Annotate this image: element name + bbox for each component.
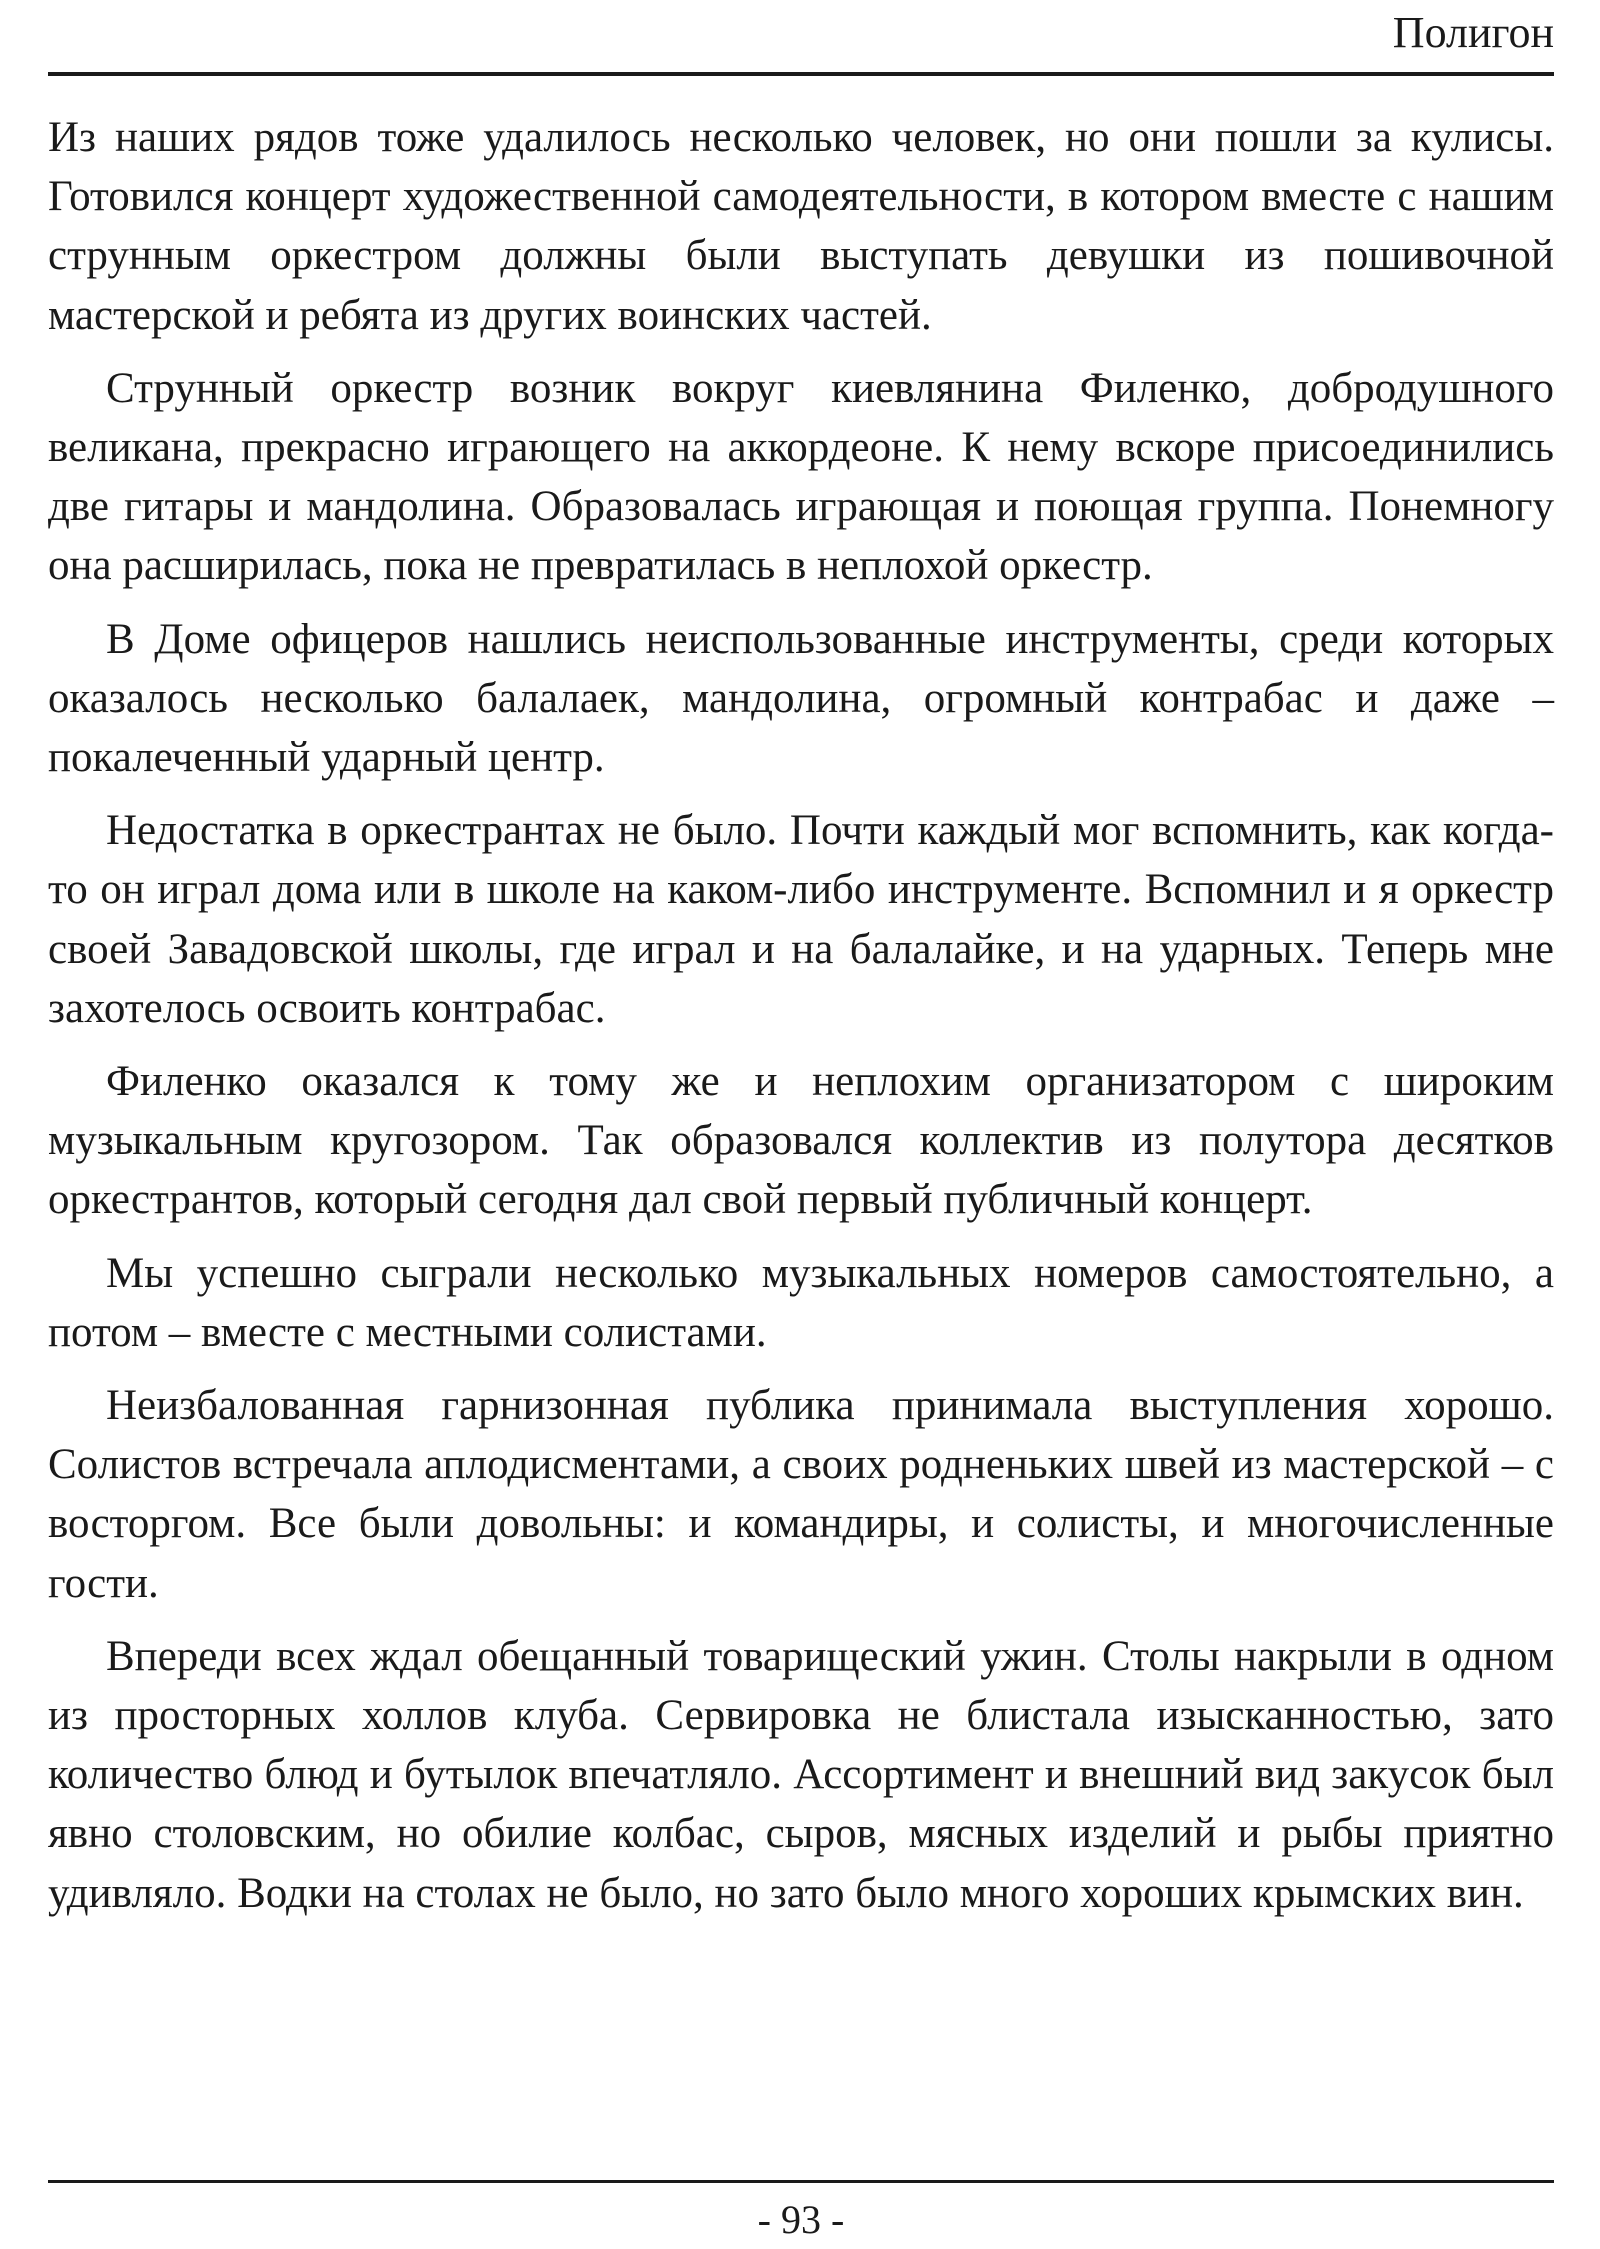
footer-rule xyxy=(48,2180,1554,2183)
paragraph: Впереди всех ждал обещанный товарищеский ужин. Столы накрыли в одном из просторных холлов клуба. Сервировка не блистала изысканностью, зато количество блюд и бутылок впечатляло. Ассортимент и внешний вид закусок был явно столовским, но обилие колбас, сыров, мясных изделий и рыбы приятно удивляло. Водки на столах не было, но зато было много хороших крымских вин. xyxy=(48,1632,1554,1917)
paragraph: В Доме офицеров нашлись неиспользованные инструменты, среди которых оказалось несколько балалаек, мандолина, огромный контрабас и даже – покалеченный ударный центр. xyxy=(48,615,1554,782)
page-number: - 93 - xyxy=(757,2197,845,2242)
paragraph: Неизбалованная гарнизонная публика принимала выступления хорошо. Солистов встречала аплодисментами, а своих родненьких швей из мастерской – с восторгом. Все были довольны: и командиры, и солисты, и многочисленные гости. xyxy=(48,1382,1554,1607)
paragraph: Мы успешно сыграли несколько музыкальных номеров самостоятельно, а потом – вместе с местными солистами. xyxy=(48,1249,1554,1356)
running-head-title: Полигон xyxy=(1392,8,1554,57)
paragraph: Недостатка в оркестрантах не было. Почти каждый мог вспомнить, как когда-то он играл дома или в школе на каком-либо инструменте. Вспомнил и я оркестр своей Завадовской школы, где играл и на балалайке, и на ударных. Теперь мне захотелось освоить контрабас. xyxy=(48,807,1554,1032)
body-text xyxy=(48,108,1554,1937)
paragraph: Из наших рядов тоже удалилось несколько человек, но они пошли за кулисы. Готовился концерт художественной самодеятельности, в котором вместе с нашим струнным оркестром должны были выступать девушки из пошивочной мастерской и ребята из других воинских частей. xyxy=(48,114,1554,339)
header-rule xyxy=(48,72,1554,76)
paragraph: Струнный оркестр возник вокруг киевлянина Филенко, добродушного великана, прекрасно играющего на аккордеоне. К нему вскоре присоединились две гитары и мандолина. Образовалась играющая и поющая группа. Понемногу она расширилась, пока не превратилась в неплохой оркестр. xyxy=(48,364,1554,590)
book-page xyxy=(48,0,1554,2249)
paragraph: Филенко оказался к тому же и неплохим организатором с широким музыкальным кругозором. Так образовался коллектив из полутора десятков оркестрантов, который сегодня дал свой первый публичный концерт. xyxy=(48,1058,1554,1224)
